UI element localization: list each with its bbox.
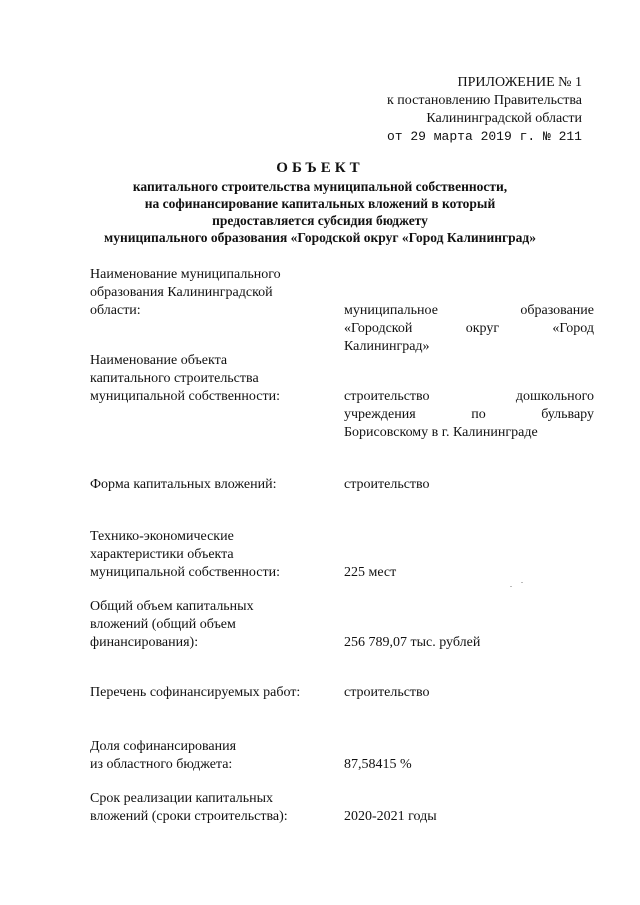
row-total-investment: [90, 598, 595, 658]
value-line: 87,58415 %: [344, 757, 412, 772]
appendix-region: Калининградской области: [426, 111, 582, 126]
row-label: [90, 476, 330, 494]
title-line-3: предоставляется субсидия бюджету: [212, 213, 428, 228]
row-value: [344, 756, 594, 774]
row-label: [90, 528, 330, 582]
label-line: Наименование муниципального: [90, 267, 281, 282]
label-line: Срок реализации капитальных: [90, 791, 274, 806]
label-line: Технико-экономические: [90, 529, 234, 544]
row-cofinanced-works: [90, 684, 595, 704]
label-line: Форма капитальных вложений:: [90, 477, 277, 492]
label-line: муниципальной собственности:: [90, 389, 280, 404]
row-value: [344, 808, 594, 826]
label-line: муниципальной собственности:: [90, 565, 280, 580]
appendix-number: ПРИЛОЖЕНИЕ № 1: [457, 75, 582, 90]
title-line-1: капитального строительства муниципальной собственности,: [132, 179, 508, 194]
value-line: учреждения по бульвару: [344, 407, 594, 422]
label-line: из областного бюджета:: [90, 757, 233, 772]
title-line-4: муниципального образования «Городской округ «Город Калининград»: [104, 230, 536, 245]
row-value: [344, 684, 594, 702]
value-line: 256 789,07 тыс. рублей: [344, 635, 481, 650]
title-main: ОБЪЕКТ: [276, 160, 364, 176]
value-line: муниципальное образование: [344, 303, 594, 318]
value-line: 225 мест: [344, 565, 397, 580]
scan-speck: [510, 586, 512, 587]
value-line: строительство дошкольного: [344, 389, 594, 404]
row-technical-characteristics: [90, 528, 595, 588]
label-line: образования Калининградской: [90, 285, 273, 300]
label-line: вложений (сроки строительства):: [90, 809, 288, 824]
appendix-resolution-ref: к постановлению Правительства: [386, 93, 582, 108]
label-line: Перечень софинансируемых работ:: [90, 685, 301, 700]
row-value: [344, 476, 594, 494]
appendix-date: от 29 марта 2019 г. № 211: [386, 129, 582, 144]
appendix-header: [342, 74, 582, 146]
row-investment-form: [90, 476, 595, 496]
row-value: [344, 388, 594, 442]
row-object-name: [90, 352, 595, 442]
label-line: капитального строительства: [90, 371, 259, 386]
label-line: финансирования):: [90, 635, 199, 650]
value-line: строительство: [344, 685, 430, 700]
row-municipality: [90, 266, 595, 356]
value-line: 2020-2021 годы: [344, 809, 437, 824]
label-line: Общий объем капитальных: [90, 599, 254, 614]
row-value: [344, 302, 594, 356]
label-line: Наименование объекта: [90, 353, 228, 368]
row-value: [344, 564, 594, 582]
label-line: Доля софинансирования: [90, 739, 237, 754]
scan-speck: [521, 582, 523, 583]
row-label: [90, 684, 330, 702]
row-implementation-period: [90, 790, 595, 830]
value-line: Борисовскому в г. Калининграде: [344, 425, 538, 440]
row-label: [90, 352, 330, 406]
title-line-2: на софинансирование капитальных вложений в который: [144, 196, 496, 211]
row-label: [90, 266, 330, 320]
row-label: [90, 738, 330, 774]
row-value: [344, 634, 594, 652]
value-line: «Городской округ «Город: [344, 321, 594, 336]
row-regional-share: [90, 738, 595, 778]
row-label: [90, 598, 330, 652]
document-title: [60, 160, 580, 246]
value-line: строительство: [344, 477, 430, 492]
label-line: области:: [90, 303, 141, 318]
label-line: вложений (общий объем: [90, 617, 236, 632]
label-line: характеристики объекта: [90, 547, 234, 562]
row-label: [90, 790, 330, 826]
value-line: Калининград»: [344, 339, 430, 354]
